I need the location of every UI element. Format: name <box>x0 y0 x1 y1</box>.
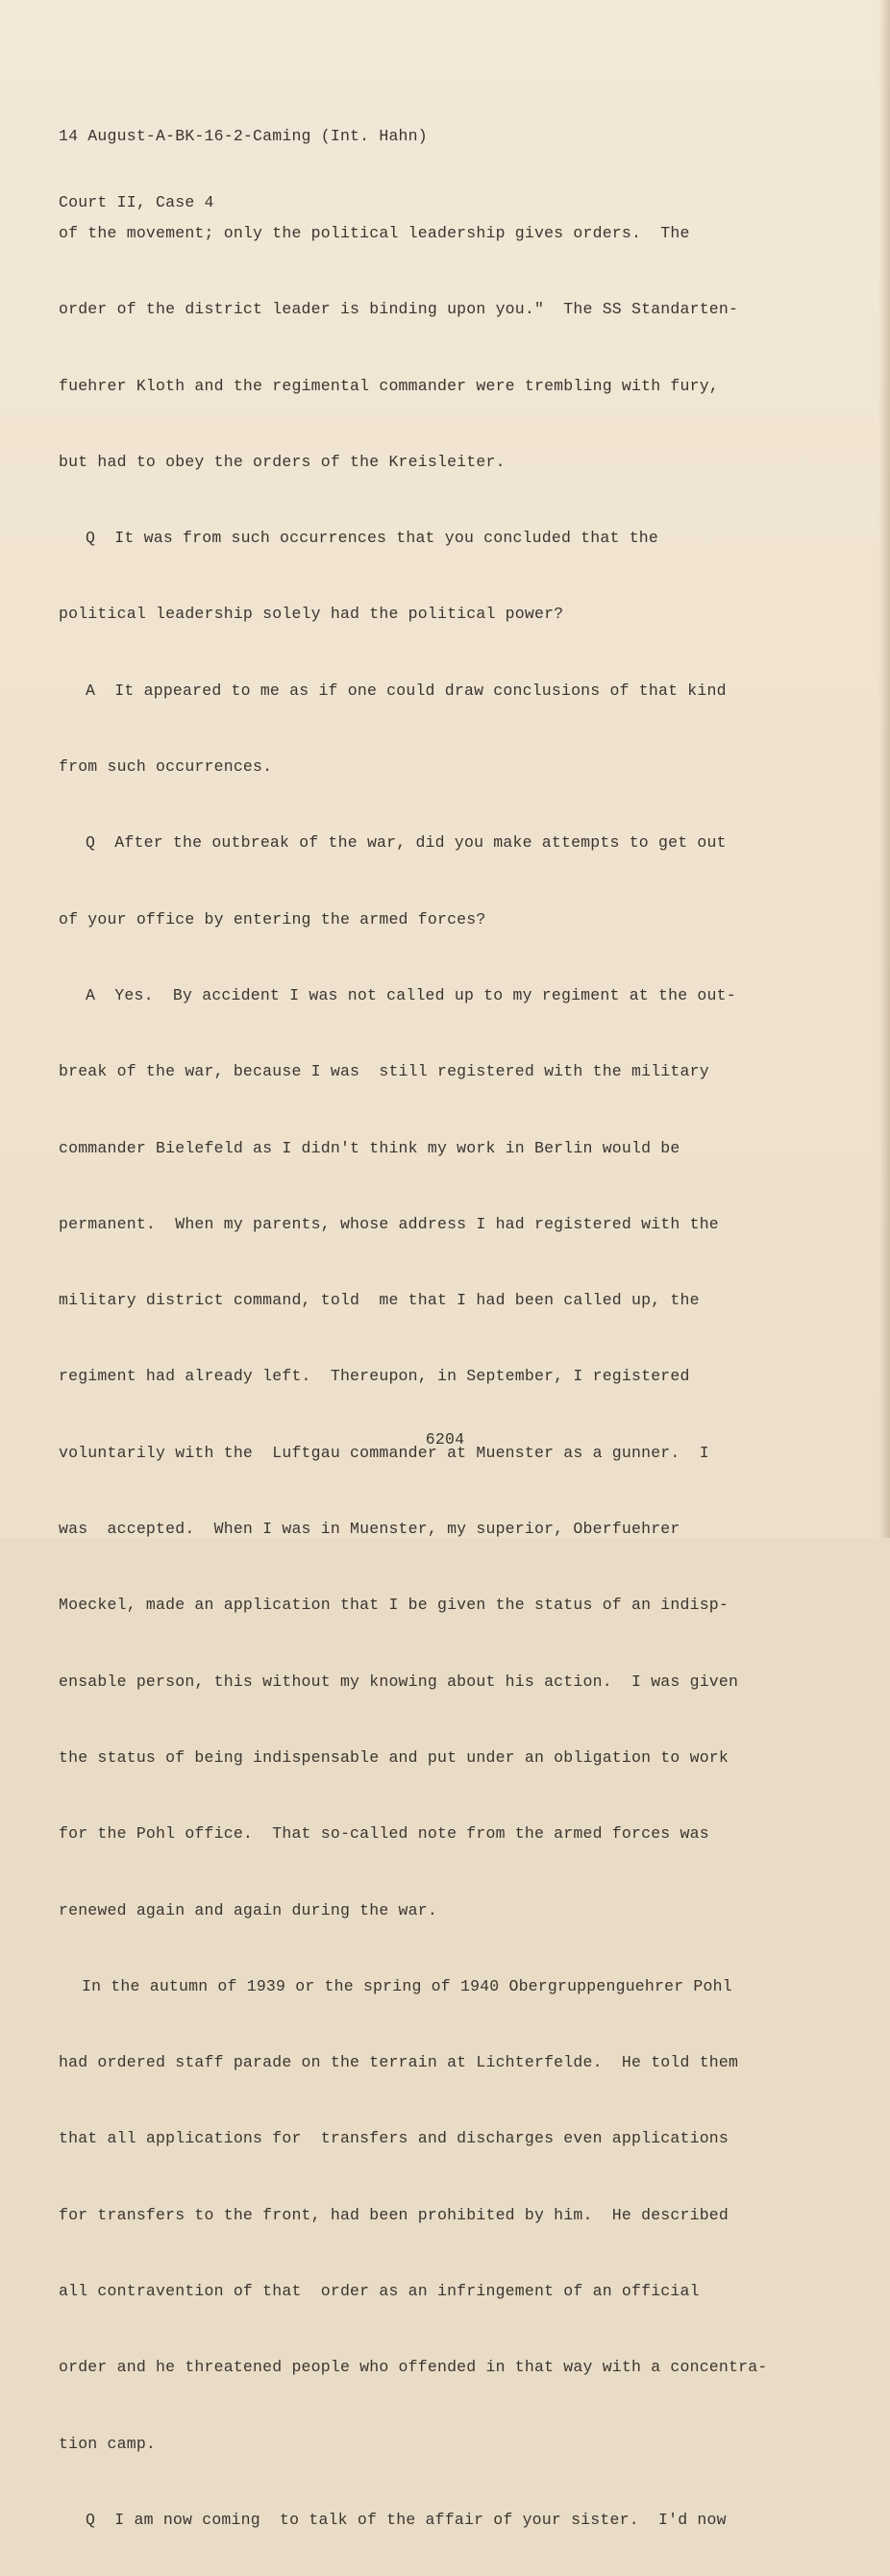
text-line: all contravention of that order as an infringement of an official <box>59 2282 700 2301</box>
page-number: 6204 <box>425 1430 465 1449</box>
text-line: the status of being indispensable and put under an obligation to work <box>59 1747 729 1767</box>
paragraph-start-line: In the autumn of 1939 or the spring of 1940 Obergruppenguehrer Pohl <box>82 1976 732 1995</box>
text-line: commander Bielefeld as I didn't think my work in Berlin would be <box>59 1138 680 1157</box>
text-line: was accepted. When I was in Muenster, my superior, Oberfuehrer <box>59 1520 680 1539</box>
text-line: that all applications for transfers and discharges even applications <box>59 2129 729 2148</box>
text-line: political leadership solely had the political power? <box>59 605 564 624</box>
text-line: for transfers to the front, had been prohibited by him. He described <box>59 2205 729 2224</box>
text-line: ensable person, this without my knowing about his action. I was given <box>59 1672 739 1691</box>
text-line: had ordered staff parade on the terrain at Lichterfelde. He told them <box>59 2053 739 2072</box>
text-line: regiment had already left. Thereupon, in September, I registered <box>59 1367 690 1386</box>
question-line: Q After the outbreak of the war, did you make attempts to get out <box>86 833 727 853</box>
page-edge-shadow <box>878 0 890 1538</box>
text-line: break of the war, because I was still registered with the military <box>59 1062 709 1081</box>
answer-line: A It appeared to me as if one could draw conclusions of that kind <box>86 681 727 700</box>
text-line: tion camp. <box>59 2434 157 2453</box>
text-line: Moeckel, made an application that I be given the status of an indisp- <box>59 1596 729 1615</box>
header-line-date-case: 14 August-A-BK-16-2-Caming (Int. Hahn) <box>59 127 428 145</box>
text-line: military district command, told me that I had been called up, the <box>59 1291 700 1310</box>
header-line-court: Court II, Case 4 <box>59 193 214 211</box>
text-line: fuehrer Kloth and the regimental commander were trembling with fury, <box>59 376 719 395</box>
text-line: of the movement; only the political leadership gives orders. The <box>59 224 690 242</box>
text-line: renewed again and again during the war. <box>59 1900 437 1920</box>
answer-line: A Yes. By accident I was not called up to my regiment at the out- <box>86 985 736 1004</box>
text-line: order and he threatened people who offended in that way with a concentra- <box>59 2358 768 2377</box>
question-line: Q I am now coming to talk of the affair of your sister. I'd now <box>86 2510 727 2529</box>
text-line: of your office by entering the armed forces? <box>59 909 486 929</box>
transcript-body <box>59 177 847 2576</box>
text-line: for the Pohl office. That so-called note from the armed forces was <box>59 1824 709 1844</box>
text-line: voluntarily with the Luftgau commander at Muenster as a gunner. I <box>59 1443 709 1462</box>
question-line: Q It was from such occurrences that you concluded that the <box>86 529 658 548</box>
text-line: permanent. When my parents, whose address I had registered with the <box>59 1214 719 1233</box>
text-line: order of the district leader is binding upon you." The SS Standarten- <box>59 300 739 319</box>
text-line: from such occurrences. <box>59 757 273 777</box>
text-line: but had to obey the orders of the Kreisleiter. <box>59 452 506 471</box>
